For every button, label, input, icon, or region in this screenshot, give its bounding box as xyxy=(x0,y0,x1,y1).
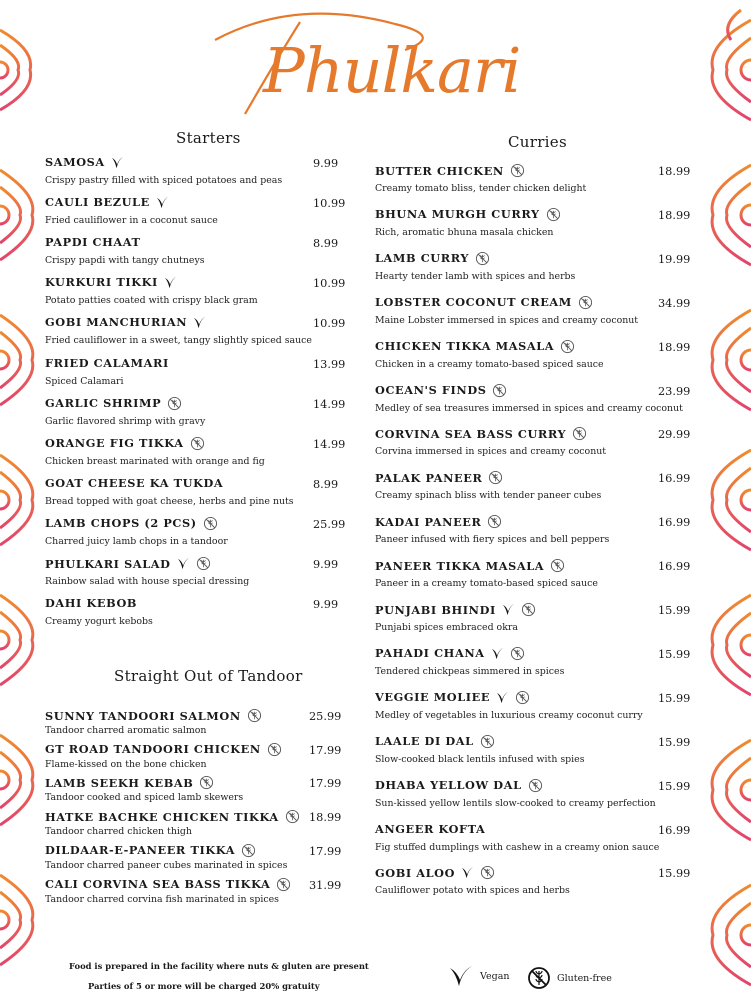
menu-item-name-text: ANGEER KOFTA xyxy=(375,821,486,836)
menu-item-price: 14.99 xyxy=(313,397,346,411)
menu-item-description: Fig stuffed dumplings with cashew in a creamy onion sauce xyxy=(375,841,660,853)
menu-item-name xyxy=(375,295,593,310)
menu-item-price: 16.99 xyxy=(658,472,691,486)
right-floral-ornament xyxy=(691,0,751,1000)
menu-item-name-text: GARLIC SHRIMP xyxy=(45,396,162,411)
menu-item-name-text: SUNNY TANDOORI SALMON xyxy=(45,708,241,723)
gluten-free-icon xyxy=(276,877,291,892)
gluten-free-icon xyxy=(267,742,282,757)
footer-allergen-note: Food is prepared in the facility where nuts & gluten are present xyxy=(69,961,369,971)
left-floral-ornament xyxy=(0,0,40,1000)
menu-item-name-text: PANEER TIKKA MASALA xyxy=(375,558,545,573)
gluten-free-icon xyxy=(247,708,262,723)
menu-item-price: 8.99 xyxy=(313,237,339,251)
vegan-leaf-icon xyxy=(156,196,169,209)
menu-item-description: Creamy tomato bliss, tender chicken delight xyxy=(375,183,587,194)
menu-item-name-text: VEGGIE MOLIEE xyxy=(375,690,491,705)
menu-item-price: 15.99 xyxy=(658,779,691,793)
menu-item xyxy=(375,646,698,686)
gluten-free-icon xyxy=(572,426,587,441)
menu-item xyxy=(375,470,698,510)
gluten-free-icon xyxy=(203,516,218,531)
menu-item-price: 23.99 xyxy=(658,384,691,398)
menu-item-name xyxy=(375,163,525,178)
gluten-free-icon xyxy=(167,396,182,411)
menu-item-price: 15.99 xyxy=(658,647,691,661)
menu-item-description: Garlic flavored shrimp with gravy xyxy=(45,415,206,427)
menu-item-price: 15.99 xyxy=(658,867,691,881)
menu-item xyxy=(375,558,698,598)
menu-item-description: Creamy spinach bliss with tender paneer cubes xyxy=(375,490,602,502)
menu-item-name-text: PALAK PANEER xyxy=(375,470,483,485)
legend-vegan xyxy=(448,964,509,988)
gluten-free-icon xyxy=(199,775,214,790)
brand-name: Phulkari xyxy=(263,34,521,107)
menu-item-name xyxy=(375,822,485,836)
menu-item-price: 25.99 xyxy=(313,517,346,531)
menu-item xyxy=(45,195,353,235)
menu-item-name xyxy=(45,356,169,370)
menu-item-name xyxy=(45,315,206,329)
menu-item xyxy=(45,356,353,396)
menu-item-price: 14.99 xyxy=(313,437,346,451)
menu-item-description: Sun-kissed yellow lentils slow-cooked to creamy perfection xyxy=(375,797,656,809)
menu-item xyxy=(45,396,353,436)
menu-item-description: Fried cauliflower in a sweet, tangy slightly spiced sauce xyxy=(45,335,312,347)
menu-item-name xyxy=(375,646,525,661)
menu-item xyxy=(375,163,698,203)
menu-item-price: 18.99 xyxy=(658,208,691,222)
menu-item-price: 10.99 xyxy=(313,277,346,291)
gluten-free-icon xyxy=(510,163,525,178)
menu-item-name-text: CAULI BEZULE xyxy=(45,195,150,210)
legend-gluten-free xyxy=(527,966,612,990)
menu-item-price: 18.99 xyxy=(658,165,691,178)
menu-item-name-text: LAMB SEEKH KEBAB xyxy=(45,775,194,790)
menu-item-price: 15.99 xyxy=(658,735,691,749)
menu-item-name xyxy=(45,235,141,249)
menu-item-description: Bread topped with goat cheese, herbs and pine nuts xyxy=(45,495,294,507)
gluten-free-icon xyxy=(515,690,530,705)
menu-item-name-text: PHULKARI SALAD xyxy=(45,556,171,571)
menu-item xyxy=(375,295,698,335)
menu-item-description: Rainbow salad with house special dressing xyxy=(45,576,250,587)
vegan-leaf-icon xyxy=(496,691,509,704)
menu-item-name xyxy=(375,778,543,793)
vegan-leaf-icon xyxy=(448,964,474,988)
menu-item-name-text: GOBI ALOO xyxy=(375,865,456,880)
menu-item-name-text: OCEAN'S FINDS xyxy=(375,383,487,397)
menu-item xyxy=(375,690,698,730)
menu-item-name-text: DILDAAR-E-PANEER TIKKA xyxy=(45,843,236,858)
menu-item-description: Tandoor charred chicken thigh xyxy=(45,826,192,838)
menu-item xyxy=(45,275,353,315)
menu-item-description: Crispy pastry filled with spiced potatoes and peas xyxy=(45,175,283,186)
menu-item-price: 9.99 xyxy=(313,157,339,170)
menu-item-name-text: LOBSTER COCONUT CREAM xyxy=(375,295,572,310)
menu-item-price: 16.99 xyxy=(658,823,691,837)
gluten-free-icon xyxy=(521,602,536,617)
menu-item xyxy=(375,822,698,862)
vegan-leaf-icon xyxy=(502,603,515,616)
menu-item xyxy=(45,436,353,476)
menu-item-description: Tandoor cooked and spiced lamb skewers xyxy=(45,792,244,804)
menu-item-name xyxy=(45,155,124,169)
menu-item-name xyxy=(45,195,169,209)
menu-item-name xyxy=(45,708,262,723)
menu-item-price: 13.99 xyxy=(313,357,346,371)
menu-item xyxy=(375,426,698,466)
menu-item-name-text: CHICKEN TIKKA MASALA xyxy=(375,339,555,354)
menu-item-price: 19.99 xyxy=(658,252,691,266)
gluten-free-icon xyxy=(190,436,205,451)
menu-item-name-text: KADAI PANEER xyxy=(375,514,482,529)
legend-gluten-free-label: Gluten-free xyxy=(557,972,612,984)
menu-item-description: Hearty tender lamb with spices and herbs xyxy=(375,270,576,282)
menu-item-name xyxy=(45,275,177,289)
menu-item-description: Medley of sea treasures immersed in spices and creamy coconut xyxy=(375,402,683,414)
menu-item-name-text: SAMOSA xyxy=(45,155,105,169)
menu-item-name xyxy=(375,558,565,573)
menu-item xyxy=(375,207,698,247)
menu-item-name-text: PAPDI CHAAT xyxy=(45,235,141,250)
gluten-free-icon xyxy=(546,207,561,222)
menu-item-name-text: BUTTER CHICKEN xyxy=(375,163,504,178)
menu-item-description: Chicken breast marinated with orange and fig xyxy=(45,455,265,467)
menu-item-name-text: LAMB CURRY xyxy=(375,251,470,266)
menu-item-name-text: GOBI MANCHURIAN xyxy=(45,315,188,330)
menu-item-name xyxy=(45,742,282,757)
menu-item-name-text: PAHADI CHANA xyxy=(375,646,485,661)
menu-item-price: 15.99 xyxy=(658,691,691,705)
menu-item-name-text: KURKURI TIKKI xyxy=(45,275,158,290)
menu-item xyxy=(375,383,698,423)
menu-item-name xyxy=(45,516,218,531)
menu-item-description: Cauliflower potato with spices and herbs xyxy=(375,885,570,897)
menu-item xyxy=(45,877,349,917)
menu-item xyxy=(45,476,353,516)
gluten-free-icon xyxy=(560,339,575,354)
menu-item xyxy=(375,339,698,379)
menu-item xyxy=(375,734,698,774)
gluten-free-icon xyxy=(480,865,495,880)
menu-item-name xyxy=(45,877,291,892)
menu-item-description: Spiced Calamari xyxy=(45,375,124,387)
menu-item-description: Tandoor charred paneer cubes marinated in spices xyxy=(45,859,288,871)
menu-item-description: Tandoor charred corvina fish marinated in spices xyxy=(45,893,279,905)
gluten-free-icon xyxy=(285,809,300,824)
menu-item-name xyxy=(45,556,211,571)
menu-item-name xyxy=(45,476,223,490)
menu-item-name xyxy=(375,734,495,749)
menu-item xyxy=(375,778,698,818)
vegan-leaf-icon xyxy=(461,866,474,879)
brand-logo xyxy=(205,2,525,120)
menu-item-price: 17.99 xyxy=(309,844,342,858)
menu-item-name xyxy=(375,383,507,398)
vegan-leaf-icon xyxy=(164,276,177,289)
gluten-free-icon xyxy=(550,558,565,573)
menu-item-description: Tandoor charred aromatic salmon xyxy=(45,725,207,736)
menu-item-name-text: HATKE BACHKE CHICKEN TIKKA xyxy=(45,809,279,824)
menu-item-name xyxy=(375,251,490,266)
menu-item-description: Corvina immersed in spices and creamy coconut xyxy=(375,446,607,458)
menu-item xyxy=(375,514,698,554)
menu-item-description: Chicken in a creamy tomato-based spiced sauce xyxy=(375,358,604,370)
menu-item-price: 9.99 xyxy=(313,598,339,612)
curries-title: Curries xyxy=(508,133,567,151)
vegan-leaf-icon xyxy=(177,557,190,570)
menu-item xyxy=(45,516,353,556)
menu-item-price: 17.99 xyxy=(309,743,342,757)
menu-item-price: 16.99 xyxy=(658,560,691,574)
menu-item-name-text: LAMB CHOPS (2 PCS) xyxy=(45,516,197,531)
gluten-free-icon xyxy=(527,966,551,990)
menu-item-price: 17.99 xyxy=(309,777,342,791)
menu-item-name xyxy=(45,775,214,790)
menu-item-description: Creamy yogurt kebobs xyxy=(45,616,153,628)
menu-item-price: 18.99 xyxy=(658,340,691,354)
gluten-free-icon xyxy=(487,514,502,529)
menu-item-name xyxy=(375,339,575,354)
vegan-leaf-icon xyxy=(111,156,124,169)
gluten-free-icon xyxy=(488,470,503,485)
gluten-free-icon xyxy=(528,778,543,793)
menu-item-name xyxy=(375,470,503,485)
menu-item xyxy=(45,155,353,195)
menu-item-name xyxy=(45,396,182,411)
menu-item-name xyxy=(375,690,530,705)
menu-item-name-text: LAALE DI DAL xyxy=(375,734,474,749)
legend-vegan-label: Vegan xyxy=(480,970,510,982)
menu-item-price: 8.99 xyxy=(313,477,339,491)
menu-item-name xyxy=(375,514,502,529)
menu-item-description: Rich, aromatic bhuna masala chicken xyxy=(375,226,554,238)
menu-item-name-text: ORANGE FIG TIKKA xyxy=(45,436,184,451)
footer-gratuity-note: Parties of 5 or more will be charged 20% gratuity xyxy=(88,981,320,991)
menu-item-price: 10.99 xyxy=(313,317,346,331)
menu-item-name xyxy=(375,602,536,617)
gluten-free-icon xyxy=(480,734,495,749)
tandoor-title: Straight Out of Tandoor xyxy=(114,667,303,685)
gluten-free-icon xyxy=(241,843,256,858)
menu-item xyxy=(45,596,353,636)
menu-item xyxy=(45,556,353,596)
menu-item-description: Medley of vegetables in luxurious creamy coconut curry xyxy=(375,709,643,721)
gluten-free-icon xyxy=(492,383,507,398)
menu-item-price: 15.99 xyxy=(658,604,691,617)
menu-item xyxy=(45,315,353,355)
menu-item-description: Charred juicy lamb chops in a tandoor xyxy=(45,535,228,547)
menu-item-name xyxy=(45,436,205,451)
menu-item-description: Slow-cooked black lentils infused with spies xyxy=(375,753,585,765)
menu-item-description: Potato patties coated with crispy black gram xyxy=(45,295,258,307)
menu-item-price: 25.99 xyxy=(309,710,342,723)
menu-item-name xyxy=(45,596,137,610)
menu-item-name-text: CORVINA SEA BASS CURRY xyxy=(375,426,567,441)
menu-item-name-text: CALI CORVINA SEA BASS TIKKA xyxy=(45,877,271,891)
menu-item-description: Flame-kissed on the bone chicken xyxy=(45,758,207,770)
menu-item-description: Paneer infused with fiery spices and bell peppers xyxy=(375,534,610,546)
gluten-free-icon xyxy=(510,646,525,661)
menu-item-price: 29.99 xyxy=(658,428,691,442)
menu-item-price: 34.99 xyxy=(658,296,691,310)
vegan-leaf-icon xyxy=(491,647,504,660)
menu-item-description: Maine Lobster immersed in spices and creamy coconut xyxy=(375,314,639,326)
menu-item xyxy=(375,865,698,905)
menu-item-name-text: PUNJABI BHINDI xyxy=(375,602,496,617)
menu-item-name-text: GT ROAD TANDOORI CHICKEN xyxy=(45,742,261,757)
menu-item-name-text: GOAT CHEESE KA TUKDA xyxy=(45,475,224,490)
menu-item-price: 18.99 xyxy=(309,811,342,825)
menu-item-price: 10.99 xyxy=(313,197,346,211)
menu-item-name xyxy=(375,207,561,222)
gluten-free-icon xyxy=(196,556,211,571)
menu-item-name-text: DHABA YELLOW DAL xyxy=(375,778,522,793)
menu-item-price: 16.99 xyxy=(658,516,691,530)
gluten-free-icon xyxy=(475,251,490,266)
menu-item-description: Paneer in a creamy tomato-based spiced sauce xyxy=(375,578,598,590)
menu-item-name-text: BHUNA MURGH CURRY xyxy=(375,207,540,222)
starters-title: Starters xyxy=(176,129,241,147)
menu-item-price: 9.99 xyxy=(313,558,339,571)
vegan-leaf-icon xyxy=(193,316,206,329)
menu-item-name-text: DAHI KEBOB xyxy=(45,596,138,611)
menu-item-name xyxy=(45,843,256,858)
menu-item-name xyxy=(375,426,587,441)
menu-item-name xyxy=(45,809,300,824)
gluten-free-icon xyxy=(578,295,593,310)
menu-item xyxy=(375,251,698,291)
menu-item-description: Punjabi spices embraced okra xyxy=(375,622,518,633)
menu-item-name xyxy=(375,865,495,880)
menu-item-description: Tendered chickpeas simmered in spices xyxy=(375,665,565,677)
menu-item xyxy=(375,602,698,642)
menu-item-price: 31.99 xyxy=(309,878,342,892)
menu-item-description: Crispy papdi with tangy chutneys xyxy=(45,255,205,267)
menu-item-name-text: FRIED CALAMARI xyxy=(45,355,169,370)
menu-item-description: Fried cauliflower in a coconut sauce xyxy=(45,215,218,227)
menu-item xyxy=(45,235,353,275)
